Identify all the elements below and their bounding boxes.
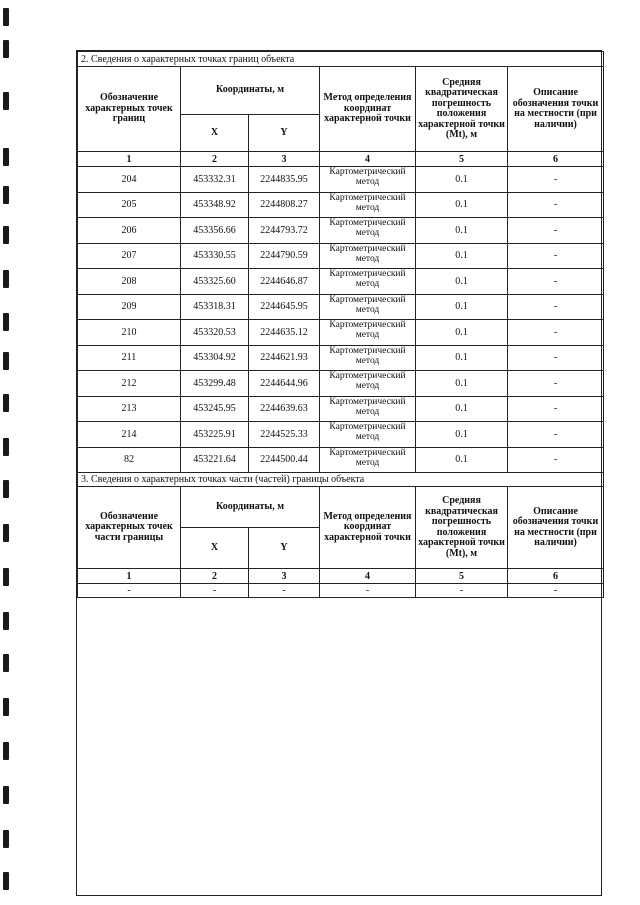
col-number: 4	[320, 569, 416, 584]
accuracy-cell: 0.1	[416, 167, 508, 193]
binder-hole	[3, 872, 9, 890]
header-method: Метод определения координат характерной точки	[320, 67, 416, 152]
method-cell: Картометрический метод	[320, 243, 416, 269]
x-coord-cell: 453348.92	[181, 192, 249, 218]
binder-hole	[3, 654, 9, 672]
accuracy-cell: 0.1	[416, 294, 508, 320]
table-row	[78, 396, 604, 422]
point-number-cell: 213	[78, 396, 181, 422]
x-coord-cell: 453356.66	[181, 218, 249, 244]
point-number-cell: 207	[78, 243, 181, 269]
header-y: Y	[249, 528, 320, 569]
binder-hole	[3, 612, 9, 630]
empty-cell: -	[416, 584, 508, 598]
y-coord-cell: 2244646.87	[249, 269, 320, 295]
col-number: 4	[320, 152, 416, 167]
binder-hole	[3, 40, 9, 58]
point-number-cell: 211	[78, 345, 181, 371]
y-coord-cell: 2244793.72	[249, 218, 320, 244]
section-3-title: 3. Сведения о характерных точках части (частей) границы объекта	[78, 473, 604, 487]
header-point-label: Обозначение характерных точек границ	[78, 67, 181, 152]
method-cell: Картометрический метод	[320, 218, 416, 244]
y-coord-cell: 2244645.95	[249, 294, 320, 320]
y-coord-cell: 2244644.96	[249, 371, 320, 397]
description-cell: -	[508, 167, 604, 193]
description-cell: -	[508, 269, 604, 295]
col-number: 6	[508, 152, 604, 167]
method-cell: Картометрический метод	[320, 447, 416, 473]
binder-hole	[3, 698, 9, 716]
table-row	[78, 345, 604, 371]
x-coord-cell: 453318.31	[181, 294, 249, 320]
col-number: 3	[249, 152, 320, 167]
accuracy-cell: 0.1	[416, 345, 508, 371]
binder-hole	[3, 480, 9, 498]
header-accuracy: Средняя квадратическая погрешность положения характерной точки (Mt), м	[416, 487, 508, 569]
description-cell: -	[508, 371, 604, 397]
col-number: 1	[78, 152, 181, 167]
x-coord-cell: 453320.53	[181, 320, 249, 346]
method-cell: Картометрический метод	[320, 192, 416, 218]
accuracy-cell: 0.1	[416, 422, 508, 448]
x-coord-cell: 453332.31	[181, 167, 249, 193]
header-accuracy: Средняя квадратическая погрешность положения характерной точки (Mt), м	[416, 67, 508, 152]
point-number-cell: 210	[78, 320, 181, 346]
accuracy-cell: 0.1	[416, 320, 508, 346]
document-frame	[76, 50, 602, 896]
y-coord-cell: 2244500.44	[249, 447, 320, 473]
y-coord-cell: 2244835.95	[249, 167, 320, 193]
empty-cell: -	[78, 584, 181, 598]
y-coord-cell: 2244525.33	[249, 422, 320, 448]
col-number: 5	[416, 569, 508, 584]
header-y: Y	[249, 115, 320, 152]
y-coord-cell: 2244621.93	[249, 345, 320, 371]
empty-cell: -	[181, 584, 249, 598]
description-cell: -	[508, 345, 604, 371]
x-coord-cell: 453225.91	[181, 422, 249, 448]
table-row	[78, 371, 604, 397]
method-cell: Картометрический метод	[320, 269, 416, 295]
method-cell: Картометрический метод	[320, 320, 416, 346]
point-number-cell: 212	[78, 371, 181, 397]
method-cell: Картометрический метод	[320, 371, 416, 397]
binder-hole	[3, 524, 9, 542]
point-number-cell: 82	[78, 447, 181, 473]
x-coord-cell: 453330.55	[181, 243, 249, 269]
table-row	[78, 269, 604, 295]
point-number-cell: 206	[78, 218, 181, 244]
description-cell: -	[508, 396, 604, 422]
description-cell: -	[508, 422, 604, 448]
binder-hole	[3, 8, 9, 26]
section-2-table	[77, 51, 604, 473]
binder-hole	[3, 313, 9, 331]
y-coord-cell: 2244808.27	[249, 192, 320, 218]
description-cell: -	[508, 192, 604, 218]
description-cell: -	[508, 218, 604, 244]
binder-hole	[3, 742, 9, 760]
binder-hole	[3, 568, 9, 586]
binder-hole	[3, 394, 9, 412]
empty-cell: -	[508, 584, 604, 598]
empty-cell: -	[320, 584, 416, 598]
table-row	[78, 294, 604, 320]
accuracy-cell: 0.1	[416, 447, 508, 473]
description-cell: -	[508, 447, 604, 473]
header-method: Метод определения координат характерной точки	[320, 487, 416, 569]
binder-hole	[3, 226, 9, 244]
col-number: 2	[181, 569, 249, 584]
binder-holes	[0, 0, 14, 905]
x-coord-cell: 453221.64	[181, 447, 249, 473]
y-coord-cell: 2244790.59	[249, 243, 320, 269]
method-cell: Картометрический метод	[320, 396, 416, 422]
accuracy-cell: 0.1	[416, 396, 508, 422]
section-2-title: 2. Сведения о характерных точках границ объекта	[78, 52, 604, 67]
accuracy-cell: 0.1	[416, 371, 508, 397]
table-row	[78, 167, 604, 193]
col-number: 1	[78, 569, 181, 584]
binder-hole	[3, 830, 9, 848]
col-number: 3	[249, 569, 320, 584]
header-coords: Координаты, м	[181, 67, 320, 115]
header-description: Описание обозначения точки на местности (при наличии)	[508, 487, 604, 569]
col-number: 6	[508, 569, 604, 584]
col-number: 2	[181, 152, 249, 167]
header-x: X	[181, 528, 249, 569]
x-coord-cell: 453304.92	[181, 345, 249, 371]
x-coord-cell: 453245.95	[181, 396, 249, 422]
description-cell: -	[508, 320, 604, 346]
point-number-cell: 214	[78, 422, 181, 448]
accuracy-cell: 0.1	[416, 218, 508, 244]
table-row	[78, 243, 604, 269]
method-cell: Картометрический метод	[320, 167, 416, 193]
point-number-cell: 209	[78, 294, 181, 320]
description-cell: -	[508, 243, 604, 269]
binder-hole	[3, 352, 9, 370]
y-coord-cell: 2244635.12	[249, 320, 320, 346]
header-coords: Координаты, м	[181, 487, 320, 528]
binder-hole	[3, 186, 9, 204]
header-description: Описание обозначения точки на местности (при наличии)	[508, 67, 604, 152]
table-row	[78, 218, 604, 244]
accuracy-cell: 0.1	[416, 269, 508, 295]
method-cell: Картометрический метод	[320, 345, 416, 371]
x-coord-cell: 453299.48	[181, 371, 249, 397]
point-number-cell: 204	[78, 167, 181, 193]
table-row	[78, 447, 604, 473]
x-coord-cell: 453325.60	[181, 269, 249, 295]
point-number-cell: 208	[78, 269, 181, 295]
binder-hole	[3, 148, 9, 166]
binder-hole	[3, 270, 9, 288]
table-row	[78, 192, 604, 218]
binder-hole	[3, 438, 9, 456]
accuracy-cell: 0.1	[416, 243, 508, 269]
method-cell: Картометрический метод	[320, 422, 416, 448]
method-cell: Картометрический метод	[320, 294, 416, 320]
table-row	[78, 320, 604, 346]
description-cell: -	[508, 294, 604, 320]
y-coord-cell: 2244639.63	[249, 396, 320, 422]
header-point-label: Обозначение характерных точек части границы	[78, 487, 181, 569]
table-row	[78, 584, 604, 598]
binder-hole	[3, 92, 9, 110]
binder-hole	[3, 786, 9, 804]
table-row	[78, 422, 604, 448]
col-number: 5	[416, 152, 508, 167]
header-x: X	[181, 115, 249, 152]
accuracy-cell: 0.1	[416, 192, 508, 218]
point-number-cell: 205	[78, 192, 181, 218]
empty-cell: -	[249, 584, 320, 598]
section-3-table	[77, 472, 604, 598]
